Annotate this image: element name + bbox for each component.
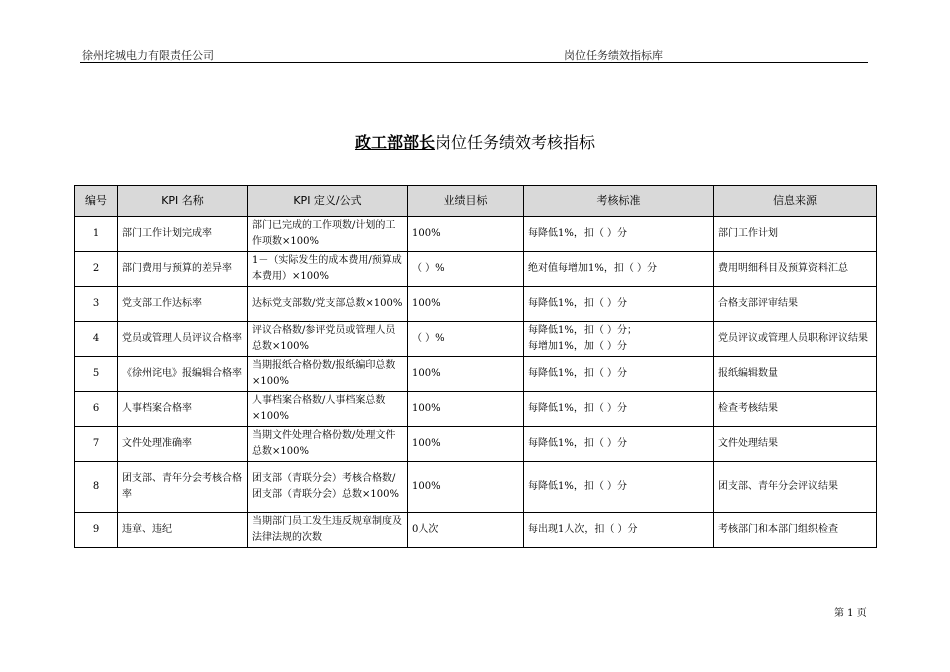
cell-source: 合格支部评审结果 [714,287,877,322]
column-header-no: 编号 [75,186,118,217]
cell-target: 100% [408,287,524,322]
table-row [75,322,877,357]
cell-kpi-definition: 团支部（青联分会）考核合格数/团支部（青联分会）总数×100% [248,462,408,513]
cell-kpi-definition: 评议合格数/参评党员或管理人员总数×100% [248,322,408,357]
cell-number: 7 [75,427,118,462]
table-row [75,252,877,287]
table-row [75,427,877,462]
kpi-table-body [75,217,877,548]
cell-kpi-definition: 当期报纸合格份数/报纸编印总数×100% [248,357,408,392]
cell-standard: 绝对值每增加1%，扣（ ）分 [524,252,714,287]
cell-kpi-definition: 1－（实际发生的成本费用/预算成本费用）×100% [248,252,408,287]
cell-kpi-name: 党员或管理人员评议合格率 [118,322,248,357]
page-header [80,46,868,63]
cell-kpi-definition: 部门已完成的工作项数/计划的工作项数×100% [248,217,408,252]
company-name: 徐州垞城电力有限责任公司 [82,49,214,62]
cell-kpi-name: 人事档案合格率 [118,392,248,427]
cell-standard: 每降低1%，扣（ ）分 [524,462,714,513]
table-row [75,357,877,392]
table-header-row [75,186,877,217]
cell-number: 3 [75,287,118,322]
cell-source: 检查考核结果 [714,392,877,427]
cell-number: 8 [75,462,118,513]
cell-standard: 每降低1%，扣（ ）分； 每增加1%，加（ ）分 [524,322,714,357]
cell-kpi-name: 团支部、青年分会考核合格率 [118,462,248,513]
cell-standard: 每降低1%，扣（ ）分 [524,287,714,322]
cell-kpi-definition: 当期部门员工发生违反规章制度及法律法规的次数 [248,513,408,548]
cell-kpi-name: 文件处理准确率 [118,427,248,462]
cell-target: 0人次 [408,513,524,548]
cell-kpi-name: 党支部工作达标率 [118,287,248,322]
cell-target: 100% [408,392,524,427]
column-header-source: 信息来源 [714,186,877,217]
cell-kpi-name: 部门工作计划完成率 [118,217,248,252]
cell-source: 费用明细科目及预算资料汇总 [714,252,877,287]
cell-kpi-definition: 人事档案合格数/人事档案总数×100% [248,392,408,427]
cell-kpi-definition: 达标党支部数/党支部总数×100% [248,287,408,322]
title-role: 岗位任务绩效考核指标 [435,133,596,152]
cell-target: （ ）% [408,322,524,357]
cell-number: 4 [75,322,118,357]
cell-kpi-name: 部门费用与预算的差异率 [118,252,248,287]
cell-target: 100% [408,217,524,252]
cell-number: 6 [75,392,118,427]
cell-number: 2 [75,252,118,287]
cell-target: 100% [408,462,524,513]
cell-target: 100% [408,357,524,392]
title-department: 政工部部长 [354,133,435,152]
cell-standard: 每降低1%，扣（ ）分 [524,217,714,252]
table-row [75,462,877,513]
cell-source: 文件处理结果 [714,427,877,462]
page-number: 第 1 页 [834,608,867,619]
column-header-target: 业绩目标 [408,186,524,217]
cell-source: 部门工作计划 [714,217,877,252]
table-row [75,217,877,252]
cell-number: 1 [75,217,118,252]
kpi-table [74,185,877,548]
cell-standard: 每降低1%，扣（ ）分 [524,427,714,462]
library-name: 岗位任务绩效指标库 [564,49,663,62]
table-row [75,513,877,548]
cell-target: （ ）% [408,252,524,287]
column-header-name: KPI 名称 [118,186,248,217]
cell-standard: 每降低1%，扣（ ）分 [524,357,714,392]
cell-source: 党员评议或管理人员职称评议结果 [714,322,877,357]
cell-standard: 每出现1人次，扣（ ）分 [524,513,714,548]
cell-kpi-name: 违章、违纪 [118,513,248,548]
cell-source: 报纸编辑数量 [714,357,877,392]
document-title [0,130,950,153]
cell-kpi-definition: 当期文件处理合格份数/处理文件总数×100% [248,427,408,462]
cell-source: 考核部门和本部门组织检查 [714,513,877,548]
table-row [75,392,877,427]
cell-target: 100% [408,427,524,462]
cell-kpi-name: 《徐州诧电》报编辑合格率 [118,357,248,392]
cell-number: 5 [75,357,118,392]
cell-standard: 每降低1%，扣（ ）分 [524,392,714,427]
column-header-standard: 考核标准 [524,186,714,217]
table-row [75,287,877,322]
cell-number: 9 [75,513,118,548]
cell-source: 团支部、青年分会评议结果 [714,462,877,513]
column-header-definition: KPI 定义/公式 [248,186,408,217]
